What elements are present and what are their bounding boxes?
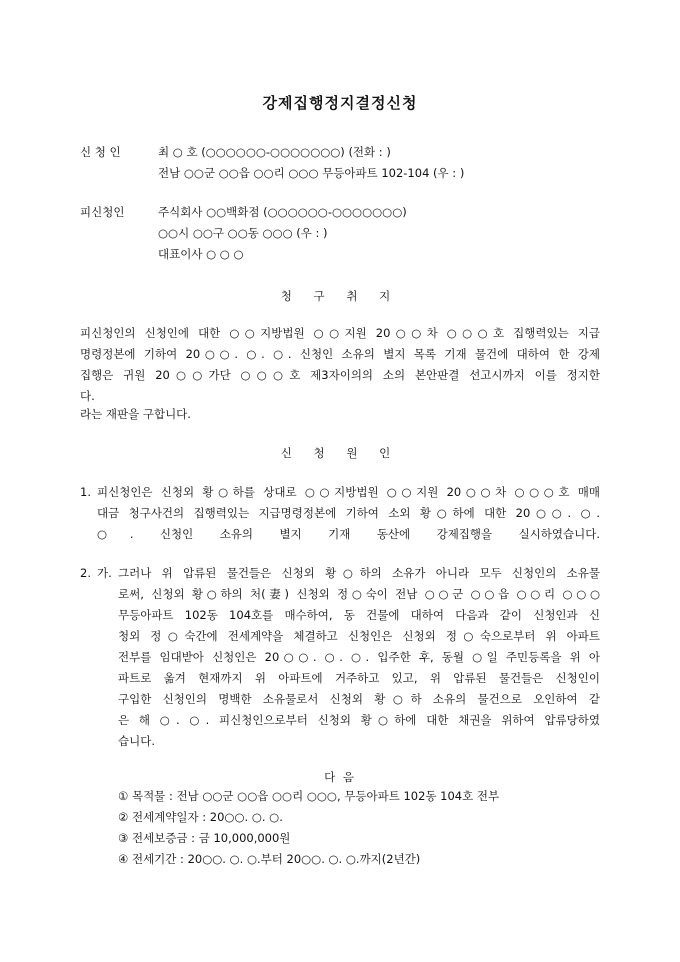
applicant-name-line: 최 ○ 호 (○○○○○○-○○○○○○○) (전화 : ) bbox=[158, 145, 391, 159]
claim-line: 명령정본에 기하여 20○○. ○. ○. 신청인 소유의 별지 목록 기재 물건에 대하여 한 강제 bbox=[80, 347, 600, 361]
details-heading: 다 음 bbox=[324, 770, 356, 784]
cause-item2-line: 파트로 옮겨 현재까지 위 아파트에 거주하고 있고, 위 압류된 물건들은 신청인이 bbox=[118, 671, 600, 685]
applicant-label: 신 청 인 bbox=[80, 145, 121, 159]
applicant-address-line: 전남 ○○군 ○○읍 ○○리 ○○○ 무등아파트 102-104 (우 : ) bbox=[158, 166, 465, 180]
claim-line: 다. bbox=[80, 389, 95, 403]
cause-item-number: 1. bbox=[80, 485, 91, 499]
details-item: ④ 전세기간 : 20○○. ○. ○.부터 20○○. ○. ○.까지(2년간) bbox=[118, 852, 421, 866]
cause-item2-line: 전부를 임대받아 신청인은 20○○. ○. ○. 입주한 후, 동월 ○일 주민등록을 위 아 bbox=[118, 650, 600, 664]
respondent-representative-line: 대표이사 ○ ○ ○ bbox=[158, 247, 244, 261]
cause-item2-line: 로써, 신청외 황○하의 처(妻) 신청외 정○숙이 전남 ○○군 ○○읍 ○○리 ○○○ bbox=[118, 587, 600, 601]
claim-heading: 청 구 취 지 bbox=[280, 289, 400, 303]
details-item: ③ 전세보증금 : 금 10,000,000원 bbox=[118, 831, 291, 845]
cause-subitem-number: 가. bbox=[97, 566, 112, 580]
claim-line: 집행은 귀원 20○○가단 ○○○호 제3자이의의 소의 본안판결 선고시까지 이를 정지한 bbox=[80, 368, 600, 382]
claim-line: 피신청인의 신청인에 대한 ○○지방법원 ○○지원 20○○차 ○○○호 집행력있는 지급 bbox=[80, 326, 600, 340]
claim-closing: 라는 재판을 구합니다. bbox=[80, 407, 191, 421]
respondent-name-line: 주식회사 ○○백화점 (○○○○○○-○○○○○○○) bbox=[158, 205, 407, 219]
details-item: ② 전세계약일자 : 20○○. ○. ○. bbox=[118, 810, 283, 824]
cause-heading: 신 청 원 인 bbox=[280, 446, 400, 460]
cause-item2-line: 습니다. bbox=[118, 734, 155, 748]
cause-item2-line: 은 해 ○. ○. 피신청인으로부터 신청외 황○하에 대한 채권을 위하여 압류당하였 bbox=[118, 713, 600, 727]
cause-item2-line: 무등아파트 102동 104호를 매수하여, 동 건물에 대하여 다음과 같이 신청인과 신 bbox=[118, 608, 600, 622]
cause-item1-line: 대금 청구사건의 집행력있는 지급명령정본에 기하여 소외 황○하에 대한 20○○. ○. bbox=[97, 506, 600, 520]
respondent-label: 피신청인 bbox=[80, 205, 125, 219]
cause-item2-line: 구입한 신청인의 명백한 소유물로서 신청외 황○하 소유의 물건으로 오인하여 같 bbox=[118, 692, 600, 706]
cause-item2-line: 청외 정○숙간에 전세계약을 체결하고 신청인은 신청외 정○숙으로부터 위 아파트 bbox=[118, 629, 600, 643]
document-title: 강제집행정지결정신청 bbox=[262, 94, 418, 112]
cause-item-number: 2. bbox=[80, 566, 91, 580]
respondent-address-line: ○○시 ○○구 ○○동 ○○○ (우 : ) bbox=[158, 226, 328, 240]
details-item: ① 목적물 : 전남 ○○군 ○○읍 ○○리 ○○○, 무등아파트 102동 104호 전부 bbox=[118, 789, 500, 803]
cause-item1-line: ○. 신청인 소유의 별지 기재 동산에 강제집행을 실시하였습니다. bbox=[97, 527, 600, 541]
cause-item1-line: 피신청인은 신청외 황○하를 상대로 ○○지방법원 ○○지원 20○○차 ○○○호 매매 bbox=[97, 485, 600, 499]
cause-item2-line: 그러나 위 압류된 물건들은 신청외 황○하의 소유가 아니라 모두 신청인의 소유물 bbox=[118, 566, 600, 580]
